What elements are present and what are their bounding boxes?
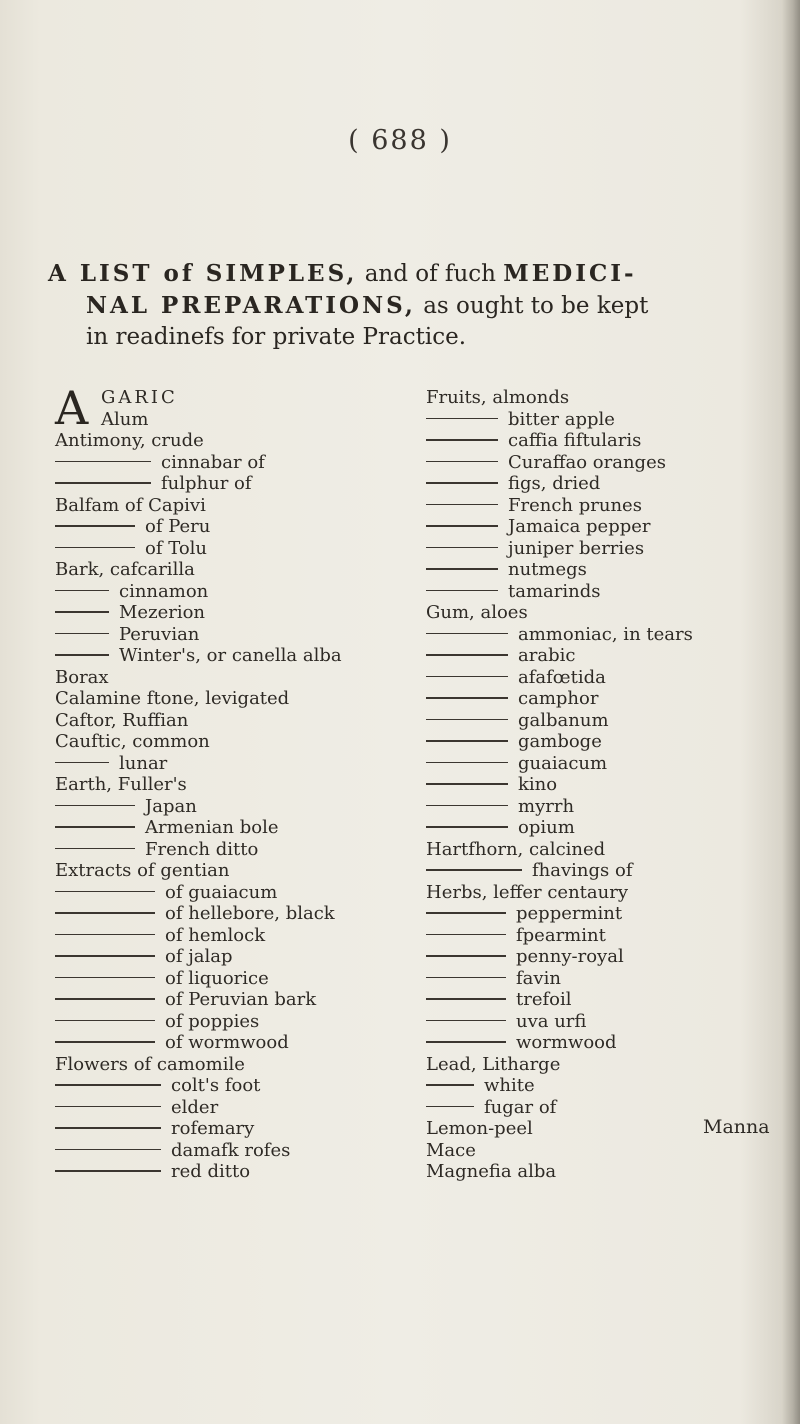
list-item xyxy=(426,1161,766,1183)
ditto-rule xyxy=(426,439,498,441)
list-item xyxy=(426,409,766,431)
list-item xyxy=(55,602,385,624)
ditto-rule xyxy=(55,998,155,1000)
list-item xyxy=(55,559,385,581)
ditto-rule xyxy=(55,1084,161,1086)
list-item-text: of Peru xyxy=(145,516,211,537)
list-item xyxy=(55,1161,385,1183)
ditto-rule xyxy=(426,869,522,871)
ditto-rule xyxy=(426,633,508,635)
ditto-rule xyxy=(55,912,155,914)
list-item xyxy=(55,989,385,1011)
list-item xyxy=(426,473,766,495)
list-item-text: of Tolu xyxy=(145,537,208,559)
list-item-text: caffia fiftularis xyxy=(508,430,642,451)
ditto-rule xyxy=(55,461,151,463)
list-item-text: guaiacum xyxy=(518,752,608,774)
list-item xyxy=(55,1011,385,1033)
list-item-text: Winter's, or canella alba xyxy=(119,645,342,666)
list-item-text: of guaiacum xyxy=(165,881,278,903)
list-item-text: camphor xyxy=(518,688,599,709)
list-item xyxy=(426,860,766,882)
list-item xyxy=(55,903,385,925)
right-column xyxy=(426,387,766,1183)
ditto-rule xyxy=(426,697,508,699)
list-item-text: uva urfi xyxy=(516,1010,587,1032)
list-item xyxy=(426,667,766,689)
list-item xyxy=(55,968,385,990)
list-item xyxy=(55,817,385,839)
ditto-rule xyxy=(55,525,135,527)
list-item-text: Earth, Fuller's xyxy=(55,774,187,795)
list-item-text: tamarinds xyxy=(508,580,601,602)
list-item-text: nutmegs xyxy=(508,559,587,580)
ditto-rule xyxy=(55,1127,161,1129)
list-item xyxy=(426,710,766,732)
list-item-text: ammoniac, in tears xyxy=(518,623,693,645)
list-item-text: Calamine ftone, levigated xyxy=(55,688,290,709)
heading-text-2: as ought to be kept xyxy=(415,293,649,319)
list-item-text: Armenian bole xyxy=(145,817,279,838)
list-item xyxy=(426,989,766,1011)
ditto-rule xyxy=(426,568,498,570)
right-entries xyxy=(426,387,766,1183)
list-item-text: of liquorice xyxy=(165,967,269,989)
list-item-text: favin xyxy=(516,967,561,989)
list-item xyxy=(426,839,766,861)
ditto-rule xyxy=(55,1149,161,1151)
list-item-text: of wormwood xyxy=(165,1032,289,1053)
list-item xyxy=(426,1054,766,1076)
list-item-text: Extracts of gentian xyxy=(55,860,230,881)
list-item xyxy=(55,452,385,474)
ditto-rule xyxy=(55,762,109,764)
list-item xyxy=(55,753,385,775)
list-item-text: Gum, aloes xyxy=(426,602,528,623)
list-item xyxy=(55,710,385,732)
list-item xyxy=(55,796,385,818)
list-item-text: wormwood xyxy=(516,1032,617,1053)
list-item-text: cinnabar of xyxy=(161,451,265,473)
list-item xyxy=(426,645,766,667)
list-item-text: Lead, Litharge xyxy=(426,1053,561,1075)
list-item xyxy=(55,882,385,904)
list-item-text: Curaffao oranges xyxy=(508,451,666,473)
list-item-text: Japan xyxy=(145,795,197,817)
list-item-text: lunar xyxy=(119,752,168,774)
list-item xyxy=(426,581,766,603)
ditto-rule xyxy=(55,848,135,850)
list-item xyxy=(55,925,385,947)
list-item-text: Peruvian xyxy=(119,623,200,645)
page-edge-shadow xyxy=(782,0,800,1424)
list-item-text: afafœtida xyxy=(518,666,606,688)
ditto-rule xyxy=(426,934,506,936)
ditto-rule xyxy=(426,482,498,484)
list-item xyxy=(55,409,385,431)
list-item-text: Jamaica pepper xyxy=(508,516,651,537)
ditto-rule xyxy=(55,805,135,807)
list-item-text: trefoil xyxy=(516,989,572,1010)
ditto-rule xyxy=(426,654,508,656)
ditto-rule xyxy=(55,826,135,828)
list-item xyxy=(426,538,766,560)
ditto-rule xyxy=(426,719,508,721)
list-item-text: colt's foot xyxy=(171,1075,261,1096)
list-item-text: red ditto xyxy=(171,1161,251,1182)
list-item-text: Magnefia alba xyxy=(426,1161,557,1182)
list-item-text: Hartfhorn, calcined xyxy=(426,838,606,860)
ditto-rule xyxy=(55,1106,161,1108)
list-item xyxy=(55,1140,385,1162)
list-item-text: Borax xyxy=(55,666,109,688)
ditto-rule xyxy=(55,891,155,893)
list-item-text: kino xyxy=(518,774,558,795)
list-item-text: of hemlock xyxy=(165,924,266,946)
list-item xyxy=(55,946,385,968)
list-item xyxy=(426,387,766,409)
list-item xyxy=(426,1075,766,1097)
list-item xyxy=(55,1054,385,1076)
list-item-text: of jalap xyxy=(165,946,233,967)
agaric-rest: GARIC xyxy=(101,387,178,408)
list-item xyxy=(55,1075,385,1097)
list-item xyxy=(55,688,385,710)
list-item xyxy=(426,452,766,474)
list-item xyxy=(426,602,766,624)
list-item-text: opium xyxy=(518,817,575,838)
ditto-rule xyxy=(426,740,508,742)
list-item-text: cinnamon xyxy=(119,580,209,602)
list-item xyxy=(55,1097,385,1119)
heading-text-1: and of fuch xyxy=(357,261,504,287)
list-item-text: elder xyxy=(171,1096,219,1118)
list-item xyxy=(426,430,766,452)
list-item xyxy=(426,946,766,968)
list-item xyxy=(55,839,385,861)
ditto-rule xyxy=(426,826,508,828)
list-item xyxy=(426,968,766,990)
ditto-rule xyxy=(426,998,506,1000)
list-item xyxy=(55,774,385,796)
list-item xyxy=(426,882,766,904)
list-item-text: Alum xyxy=(101,408,149,430)
list-item-text: fugar of xyxy=(484,1096,557,1118)
heading-line-3: in readinefs for private Practice. xyxy=(86,324,467,350)
ditto-rule xyxy=(426,1020,506,1022)
list-item-text: Flowers of camomile xyxy=(55,1053,245,1075)
list-item-text: Antimony, crude xyxy=(55,430,204,451)
list-item xyxy=(55,860,385,882)
list-item-text: Mace xyxy=(426,1139,476,1161)
ditto-rule xyxy=(55,1041,155,1043)
list-item-text: Balfam of Capivi xyxy=(55,494,206,516)
list-item xyxy=(55,1118,385,1140)
list-item-text: of hellebore, black xyxy=(165,903,335,924)
list-item xyxy=(426,1011,766,1033)
list-item xyxy=(426,688,766,710)
list-item xyxy=(426,516,766,538)
ditto-rule xyxy=(426,418,498,420)
list-item-text: Herbs, leffer centaury xyxy=(426,881,628,903)
page-heading xyxy=(48,258,748,353)
list-item-text: arabic xyxy=(518,645,576,666)
list-item xyxy=(426,1097,766,1119)
ditto-rule xyxy=(426,461,498,463)
ditto-rule xyxy=(55,934,155,936)
list-item-text: Cauftic, common xyxy=(55,731,210,752)
left-entries xyxy=(55,409,385,1183)
list-item-text: rofemary xyxy=(171,1118,255,1139)
list-item xyxy=(426,753,766,775)
list-item xyxy=(426,903,766,925)
list-item-text: fhavings of xyxy=(532,860,633,881)
list-item xyxy=(55,624,385,646)
catchword: Manna xyxy=(703,1116,770,1138)
list-item-text: galbanum xyxy=(518,709,609,731)
page-number: ( 688 ) xyxy=(348,125,452,156)
ditto-rule xyxy=(426,783,508,785)
list-item-text: Mezerion xyxy=(119,602,206,623)
ditto-rule xyxy=(426,590,498,592)
left-column xyxy=(55,381,385,1183)
ditto-rule xyxy=(55,590,109,592)
list-item xyxy=(55,495,385,517)
list-item xyxy=(55,473,385,495)
list-item-text: French prunes xyxy=(508,494,642,516)
list-item-text: penny-royal xyxy=(516,946,624,967)
list-item xyxy=(55,516,385,538)
list-item xyxy=(426,731,766,753)
list-item xyxy=(426,624,766,646)
list-item xyxy=(55,430,385,452)
ditto-rule xyxy=(55,654,109,656)
list-item xyxy=(426,495,766,517)
ditto-rule xyxy=(426,912,506,914)
ditto-rule xyxy=(426,525,498,527)
list-item xyxy=(55,1032,385,1054)
ditto-rule xyxy=(426,1041,506,1043)
list-item xyxy=(55,538,385,560)
heading-caps-medici: MEDICI- xyxy=(503,260,637,287)
ditto-rule xyxy=(55,1170,161,1172)
ditto-rule xyxy=(426,1106,474,1108)
list-item-text: peppermint xyxy=(516,903,623,924)
list-item-text: Bark, cafcarilla xyxy=(55,559,195,580)
ditto-rule xyxy=(55,633,109,635)
list-item xyxy=(55,667,385,689)
heading-line-1 xyxy=(48,258,748,290)
list-item xyxy=(426,1140,766,1162)
list-item-text: gamboge xyxy=(518,731,602,752)
list-item xyxy=(426,1032,766,1054)
list-item-text: of Peruvian bark xyxy=(165,989,317,1010)
list-item xyxy=(426,796,766,818)
ditto-rule xyxy=(426,805,508,807)
heading-caps-preparations: NAL PREPARATIONS, xyxy=(86,292,416,319)
list-item-text: fpearmint xyxy=(516,924,606,946)
list-item-text: damafk rofes xyxy=(171,1139,291,1161)
list-item-text: of poppies xyxy=(165,1010,260,1032)
list-item-text: Caftor, Ruffian xyxy=(55,709,189,731)
ditto-rule xyxy=(55,482,151,484)
ditto-rule xyxy=(426,955,506,957)
drop-cap: A xyxy=(55,381,89,435)
list-item-text: fulphur of xyxy=(161,473,252,494)
ditto-rule xyxy=(55,977,155,979)
list-item-text: Fruits, almonds xyxy=(426,387,570,408)
list-item-agaric xyxy=(55,387,385,409)
ditto-rule xyxy=(426,504,498,506)
list-item xyxy=(426,559,766,581)
ditto-rule xyxy=(426,762,508,764)
list-item xyxy=(55,581,385,603)
ditto-rule xyxy=(426,547,498,549)
list-item-text: bitter apple xyxy=(508,408,615,430)
heading-caps-list: A LIST of SIMPLES, xyxy=(48,260,358,287)
list-item-text: French ditto xyxy=(145,838,259,860)
ditto-rule xyxy=(55,1020,155,1022)
list-item-text: myrrh xyxy=(518,795,575,817)
heading-line-2 xyxy=(48,290,748,322)
ditto-rule xyxy=(426,977,506,979)
list-item xyxy=(55,731,385,753)
ditto-rule xyxy=(55,547,135,549)
list-item xyxy=(55,645,385,667)
ditto-rule xyxy=(55,611,109,613)
list-item-text: white xyxy=(484,1075,535,1096)
ditto-rule xyxy=(426,1084,474,1086)
ditto-rule xyxy=(426,676,508,678)
ditto-rule xyxy=(55,955,155,957)
list-item xyxy=(426,925,766,947)
list-item xyxy=(426,817,766,839)
list-item-text: Lemon-peel xyxy=(426,1118,533,1139)
list-item-text: juniper berries xyxy=(508,537,645,559)
list-item-text: figs, dried xyxy=(508,473,601,494)
list-item xyxy=(426,774,766,796)
